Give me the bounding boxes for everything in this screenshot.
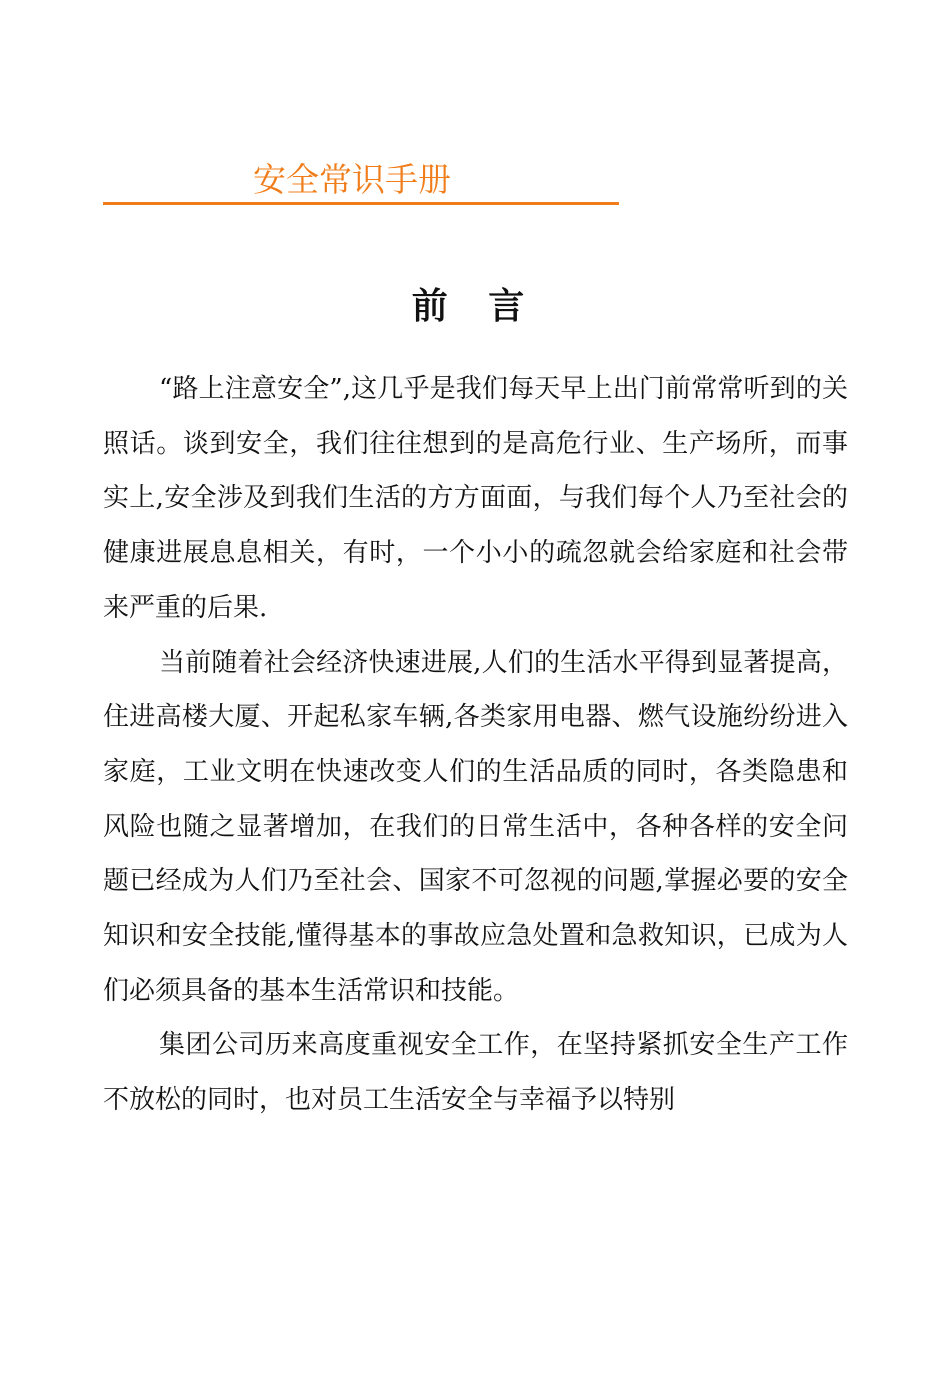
document-header [103,158,619,205]
paragraph: “路上注意安全”,这几乎是我们每天早上出门前常常听到的关照话。谈到安全，我们往往想到的是高危行业、生产场所，而事实上,安全涉及到我们生活的方方面面，与我们每个人乃至社会的健康进展息息相关，有时，一个小小的疏忽就会给家庭和社会带来严重的后果. [103,374,848,623]
section-heading: 前 言 [411,285,539,327]
document-title: 安全常识手册 [253,160,451,199]
paragraph: 集团公司历来高度重视安全工作，在坚持紧抓安全生产工作不放松的同时，也对员工生活安全与幸福予以特别 [103,1030,848,1116]
body-text [103,362,848,1128]
paragraph: 当前随着社会经济快速进展,人们的生活水平得到显著提高，住进高楼大厦、开起私家车辆,各类家用电器、燃气设施纷纷进入家庭，工业文明在快速改变人们的生活品质的同时，各类隐患和风险也随之显著增加，在我们的日常生活中，各种各样的安全问题已经成为人们乃至社会、国家不可忽视的问题,掌握必要的安全知识和安全技能,懂得基本的事故应急处置和急救知识，已成为人们必须具备的基本生活常识和技能。 [103,647,848,1006]
